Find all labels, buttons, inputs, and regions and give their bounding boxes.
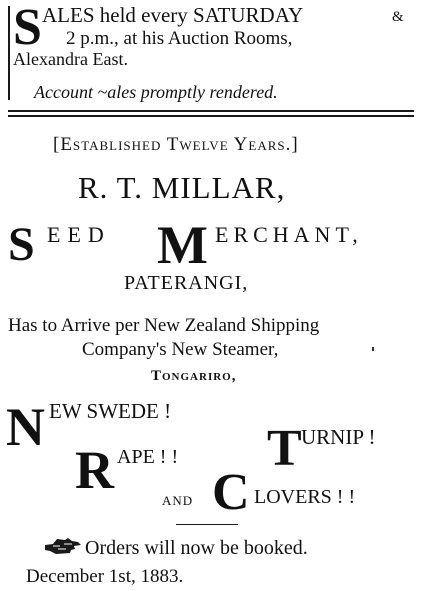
stray-mark xyxy=(372,347,374,351)
sales-drop-cap: S xyxy=(13,0,42,56)
and-word: AND xyxy=(162,493,194,508)
turnip-rest: URNIP ! xyxy=(301,425,376,449)
turnip-cap: T xyxy=(267,420,302,477)
seed-rest: EED xyxy=(47,222,111,247)
date-line: December 1st, 1883. xyxy=(26,566,184,587)
sales-line-3: Alexandra East. xyxy=(13,49,128,69)
orders-text: Orders will now be booked. xyxy=(85,537,308,559)
account-sales-line: Account ~ales promptly rendered. xyxy=(34,82,278,102)
location: PATERANGI, xyxy=(124,272,249,294)
clovers-rest: LOVERS ! ! xyxy=(254,486,356,508)
proprietor-name: R. T. MILLAR, xyxy=(78,170,286,205)
sales-line-1: ALES held every SATURDAY xyxy=(42,3,304,27)
double-rule-top xyxy=(8,110,414,112)
short-rule xyxy=(176,524,238,525)
established-line: [Established Twelve Years.] xyxy=(53,134,299,155)
merchant-cap: M xyxy=(157,215,208,275)
ship-name: Tongariro, xyxy=(151,368,237,384)
left-border xyxy=(8,6,10,100)
arrival-line-2: Company's New Steamer, xyxy=(82,339,279,360)
rape-rest: APE ! ! xyxy=(117,446,179,468)
clovers-cap: C xyxy=(212,464,250,521)
merchant-rest: ERCHANT, xyxy=(215,222,363,247)
arrival-line-1: Has to Arrive per New Zealand Shipping xyxy=(8,315,320,336)
new-swede-rest: EW SWEDE ! xyxy=(49,399,172,423)
pointing-hand-icon xyxy=(44,536,82,561)
rape-cap: R xyxy=(75,440,114,500)
sales-line-2: 2 p.m., at his Auction Rooms, xyxy=(66,28,293,49)
seed-cap: S xyxy=(8,218,35,271)
new-cap: N xyxy=(6,397,45,457)
sales-line-1-tail: & xyxy=(392,9,404,25)
double-rule-bottom xyxy=(8,115,414,117)
